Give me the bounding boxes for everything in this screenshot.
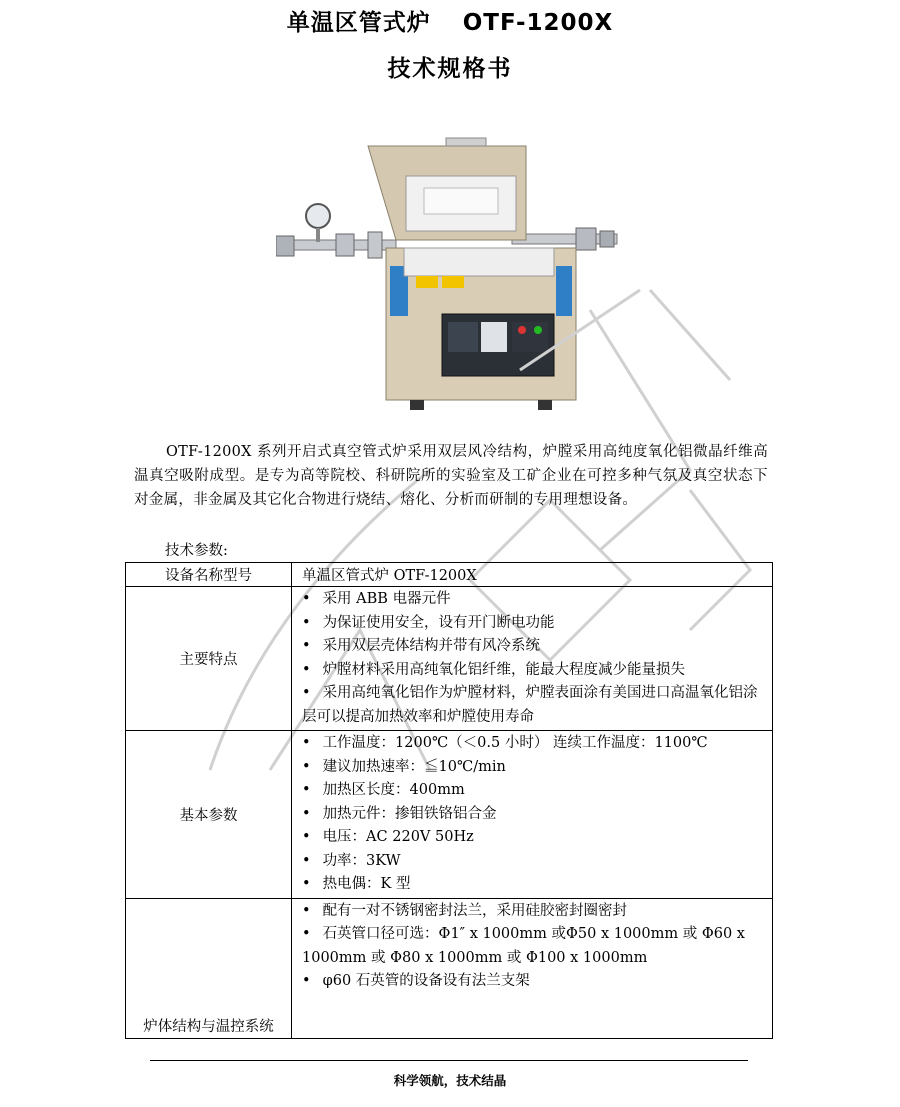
title-product-name: 单温区管式炉 — [286, 10, 431, 36]
table-row — [126, 587, 773, 731]
param-item: • 工作温度：1200℃（＜0.5 小时） 连续工作温度：1100℃ — [302, 732, 766, 756]
table-row — [126, 898, 773, 1038]
param-item: • 加热区长度：400mm — [302, 779, 766, 803]
intro-paragraph: OTF-1200X 系列开启式真空管式炉采用双层风冷结构，炉膛采用高纯度氧化铝微晶纤维高温真空吸附成型。是专为高等院校、科研院所的实验室及工矿企业在可控多种气氛及真空状态下对金属，非金属及其它化合物进行烧结、熔化、分析而研制的专用理想设备。 — [134, 444, 768, 508]
tech-params-label: 技术参数: — [165, 543, 228, 559]
footer-divider — [150, 1060, 748, 1061]
feature-item: • 采用高纯氧化铝作为炉膛材料，炉膛表面涂有美国进口高温氧化铝涂层可以提高加热效率和炉膛使用寿命 — [302, 682, 766, 729]
param-item: • 建议加热速率：≦10℃/min — [302, 756, 766, 780]
title-model: OTF-1200X — [462, 10, 614, 36]
param-item: • 电压：AC 220V 50Hz — [302, 826, 766, 850]
param-item: • 加热元件：掺钼铁铬铝合金 — [302, 803, 766, 827]
row-key-features: 主要特点 — [126, 587, 292, 731]
feature-item: • 炉膛材料采用高纯氧化铝纤维，能最大程度减少能量损失 — [302, 659, 766, 683]
furnace-photo — [276, 136, 624, 412]
row-value-model: 单温区管式炉 OTF-1200X — [292, 563, 773, 587]
document-subtitle: 技术规格书 — [387, 56, 513, 82]
spec-table — [125, 562, 773, 1039]
row-key-basic: 基本参数 — [126, 731, 292, 899]
structure-item: • φ60 石英管的设备设有法兰支架 — [302, 970, 766, 994]
row-key-structure: 炉体结构与温控系统 — [126, 898, 292, 1038]
row-value-features — [292, 587, 773, 731]
table-row — [126, 731, 773, 899]
footer-slogan: 科学领航，技术结晶 — [393, 1073, 507, 1088]
param-item: • 功率：3KW — [302, 850, 766, 874]
structure-item: • 配有一对不锈钢密封法兰，采用硅胶密封圈密封 — [302, 900, 766, 924]
feature-item: • 采用双层壳体结构并带有风冷系统 — [302, 635, 766, 659]
table-row — [126, 563, 773, 587]
feature-item: • 为保证使用安全，设有开门断电功能 — [302, 612, 766, 636]
row-key-model: 设备名称型号 — [126, 563, 292, 587]
structure-item: • 石英管口径可选：Φ1″ x 1000mm 或Φ50 x 1000mm 或 Φ60 x 1000mm 或 Φ80 x 1000mm 或 Φ100 x 1000mm — [302, 923, 766, 970]
row-value-basic — [292, 731, 773, 899]
document-title — [0, 4, 900, 37]
param-item: • 热电偶：K 型 — [302, 873, 766, 897]
feature-item: • 采用 ABB 电器元件 — [302, 588, 766, 612]
row-value-structure — [292, 898, 773, 1038]
